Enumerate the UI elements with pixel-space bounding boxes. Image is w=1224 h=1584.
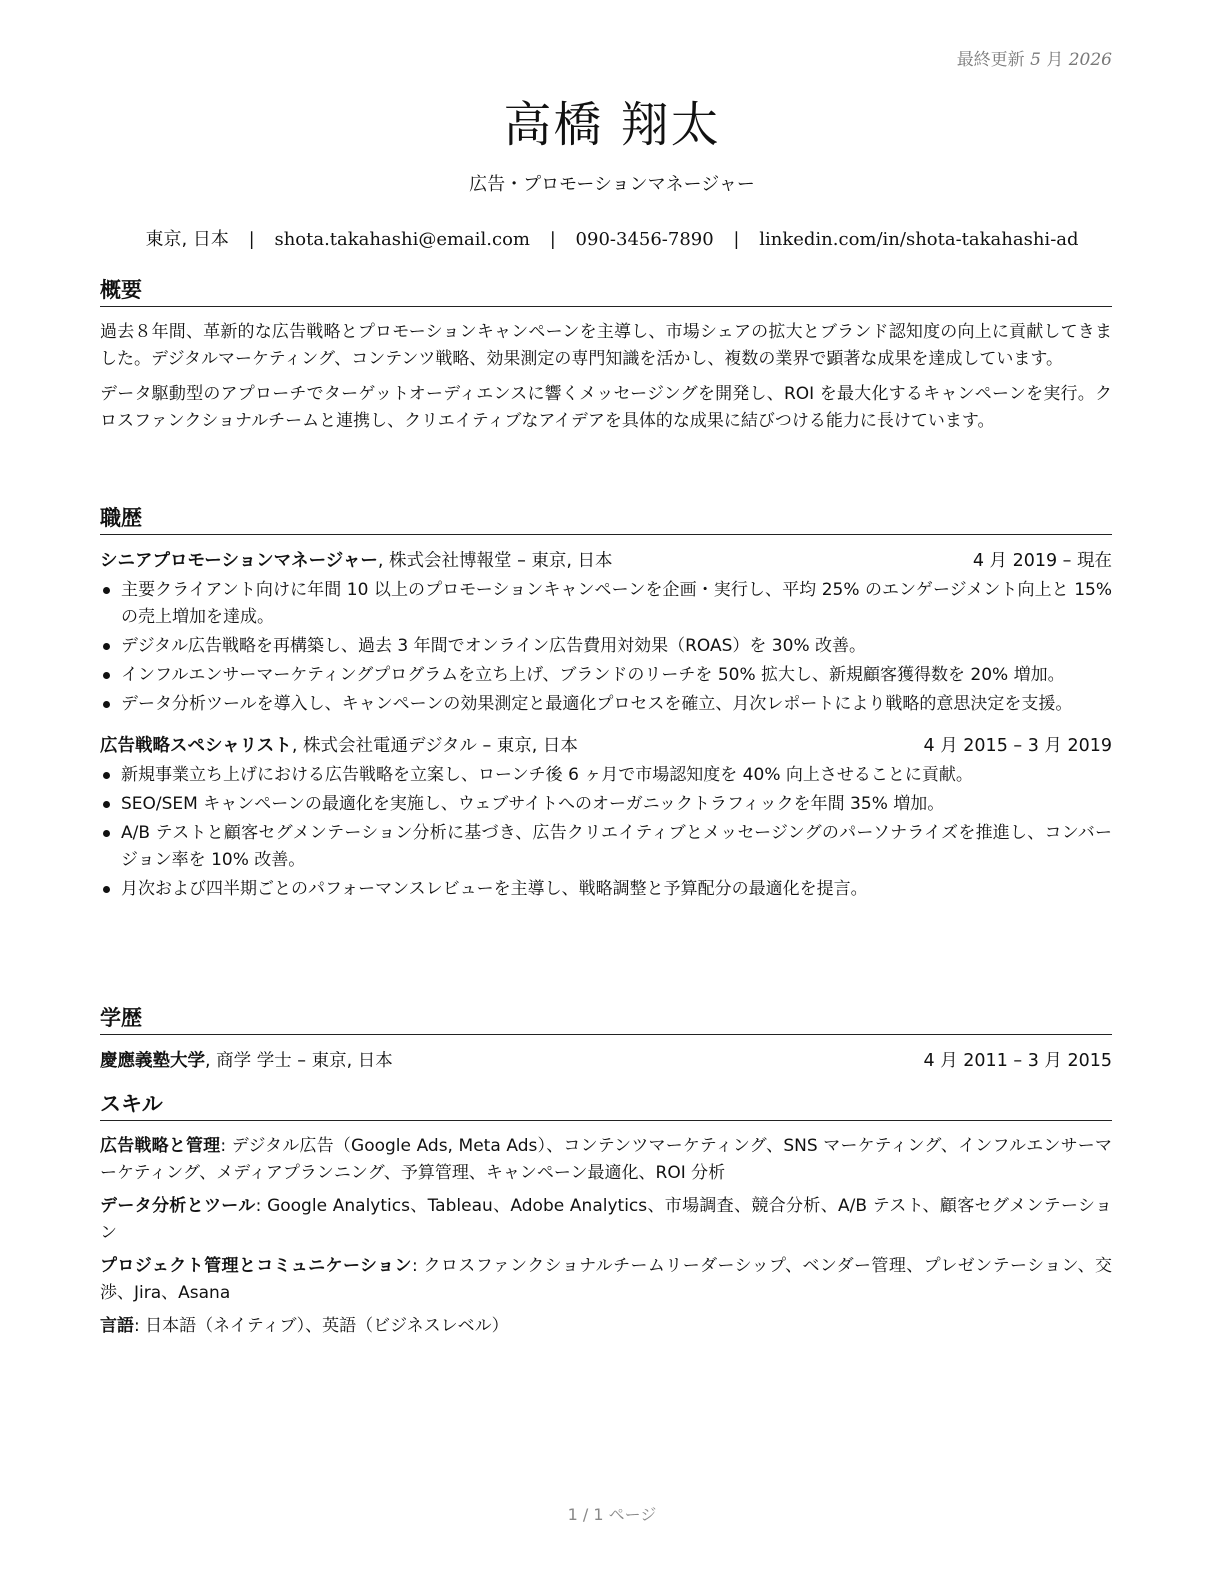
education-detail: , 商学 学士 – 東京, 日本 <box>205 1051 393 1071</box>
skill-value: 日本語（ネイティブ）、英語（ビジネスレベル） <box>145 1316 509 1336</box>
job-entry <box>100 732 1112 903</box>
job-dates: 4 月 2015 – 3 月 2019 <box>923 736 1112 756</box>
skills-heading: スキル <box>100 1090 1112 1121</box>
skill-item <box>100 1193 1112 1247</box>
education-entry <box>100 1047 1112 1075</box>
job-org: , 株式会社博報堂 – 東京, 日本 <box>377 551 613 571</box>
job-title-org <box>100 547 613 575</box>
experience-section <box>100 504 1112 917</box>
job-bullets <box>100 762 1112 903</box>
job-role: 広告戦略スペシャリスト <box>100 736 292 756</box>
job-dates: 4 月 2019 – 現在 <box>972 551 1112 571</box>
skill-colon: : <box>134 1316 146 1336</box>
job-entry <box>100 547 1112 718</box>
job-bullet: A/B テストと顧客セグメンテーション分析に基づき、広告クリエイティブとメッセージングのパーソナライズを推進し、コンバージョン率を 10% 改善。 <box>100 820 1112 874</box>
skill-label: 広告戦略と管理 <box>100 1136 221 1156</box>
education-dates: 4 月 2011 – 3 月 2015 <box>923 1051 1112 1071</box>
skills-section <box>100 1090 1112 1346</box>
job-bullet: インフルエンサーマーケティングプログラムを立ち上げ、ブランドのリーチを 50% 拡大し、新規顧客獲得数を 20% 増加。 <box>100 662 1112 689</box>
candidate-job-title: 広告・プロモーションマネージャー <box>469 174 755 195</box>
summary-paragraph: 過去８年間、革新的な広告戦略とプロモーションキャンペーンを主導し、市場シェアの拡大とブランド認知度の向上に貢献してきました。デジタルマーケティング、コンテンツ戦略、効果測定の専門知識を活かし、複数の業界で顕著な成果を達成しています。 <box>100 322 1112 369</box>
last-updated <box>957 45 1112 70</box>
skill-colon: : <box>255 1196 268 1216</box>
last-updated-prefix: 最終更新 <box>956 50 1025 70</box>
contact-location: 東京, 日本 <box>145 229 229 250</box>
job-bullet: 新規事業立ち上げにおける広告戦略を立案し、ローンチ後 6 ヶ月で市場認知度を 40% 向上させることに貢献。 <box>100 762 1112 789</box>
job-header <box>100 732 1112 760</box>
page-number: 1 / 1 ページ <box>567 1505 657 1524</box>
contact-separator: | <box>549 229 556 250</box>
job-bullet: データ分析ツールを導入し、キャンペーンの効果測定と最適化プロセスを確立、月次レポートにより戦略的意思決定を支援。 <box>100 691 1112 718</box>
skill-label: プロジェクト管理とコミュニケーション <box>100 1256 412 1276</box>
skill-item <box>100 1313 1112 1340</box>
job-role: シニアプロモーションマネージャー <box>100 551 378 571</box>
candidate-name: 高橋 翔太 <box>503 97 721 153</box>
skill-value: デジタル広告（Google Ads, Meta Ads）、コンテンツマーケティング、SNS マーケティング、インフルエンサーマーケティング、メディアプランニング、予算管理、キャンペーン最適化、ROI 分析 <box>100 1136 1112 1183</box>
education-school-detail <box>100 1047 393 1075</box>
skill-label: 言語 <box>100 1316 134 1336</box>
last-updated-month-unit: 月 <box>1046 50 1064 70</box>
education-school: 慶應義塾大学 <box>100 1051 205 1071</box>
job-bullet: 月次および四半期ごとのパフォーマンスレビューを主導し、戦略調整と予算配分の最適化を提言。 <box>100 876 1112 903</box>
education-section <box>100 1004 1112 1075</box>
job-bullet: SEO/SEM キャンペーンの最適化を実施し、ウェブサイトへのオーガニックトラフィックを年間 35% 増加。 <box>100 791 1112 818</box>
skill-colon: : <box>411 1256 424 1276</box>
skill-label: データ分析とツール <box>100 1196 256 1216</box>
skill-value: クロスファンクショナルチームリーダーシップ、ベンダー管理、プレゼンテーション、交渉、Jira、Asana <box>100 1256 1112 1303</box>
job-bullet: デジタル広告戦略を再構築し、過去 3 年間でオンライン広告費用対効果（ROAS）を 30% 改善。 <box>100 633 1112 660</box>
skill-value: Google Analytics、Tableau、Adobe Analytics、市場調査、競合分析、A/B テスト、顧客セグメンテーション <box>100 1196 1112 1243</box>
contact-separator: | <box>248 229 255 250</box>
skill-item <box>100 1253 1112 1307</box>
job-header <box>100 547 1112 575</box>
skill-colon: : <box>220 1136 232 1156</box>
summary-paragraph: データ駆動型のアプローチでターゲットオーディエンスに響くメッセージングを開発し、ROI を最大化するキャンペーンを実行。クロスファンクショナルチームと連携し、クリエイティブなアイデアを具体的な成果に結びつける能力に長けています。 <box>100 384 1112 431</box>
contact-linkedin[interactable]: linkedin.com/in/shota-takahashi-ad <box>759 229 1079 250</box>
last-updated-year: 2026 <box>1068 50 1112 70</box>
contact-line <box>0 225 1224 251</box>
contact-email[interactable]: shota.takahashi@email.com <box>274 229 530 250</box>
job-org: , 株式会社電通デジタル – 東京, 日本 <box>291 736 578 756</box>
contact-phone: 090-3456-7890 <box>575 229 714 250</box>
last-updated-month: 5 <box>1030 50 1041 70</box>
summary-heading: 概要 <box>100 276 1112 307</box>
experience-heading: 職歴 <box>100 504 1112 535</box>
summary-section <box>100 276 1112 443</box>
job-bullet: 主要クライアント向けに年間 10 以上のプロモーションキャンペーンを企画・実行し、平均 25% のエンゲージメント向上と 15% の売上増加を達成。 <box>100 577 1112 631</box>
job-title-org <box>100 732 578 760</box>
contact-separator: | <box>733 229 740 250</box>
skill-item <box>100 1133 1112 1187</box>
job-bullets <box>100 577 1112 718</box>
education-heading: 学歴 <box>100 1004 1112 1035</box>
